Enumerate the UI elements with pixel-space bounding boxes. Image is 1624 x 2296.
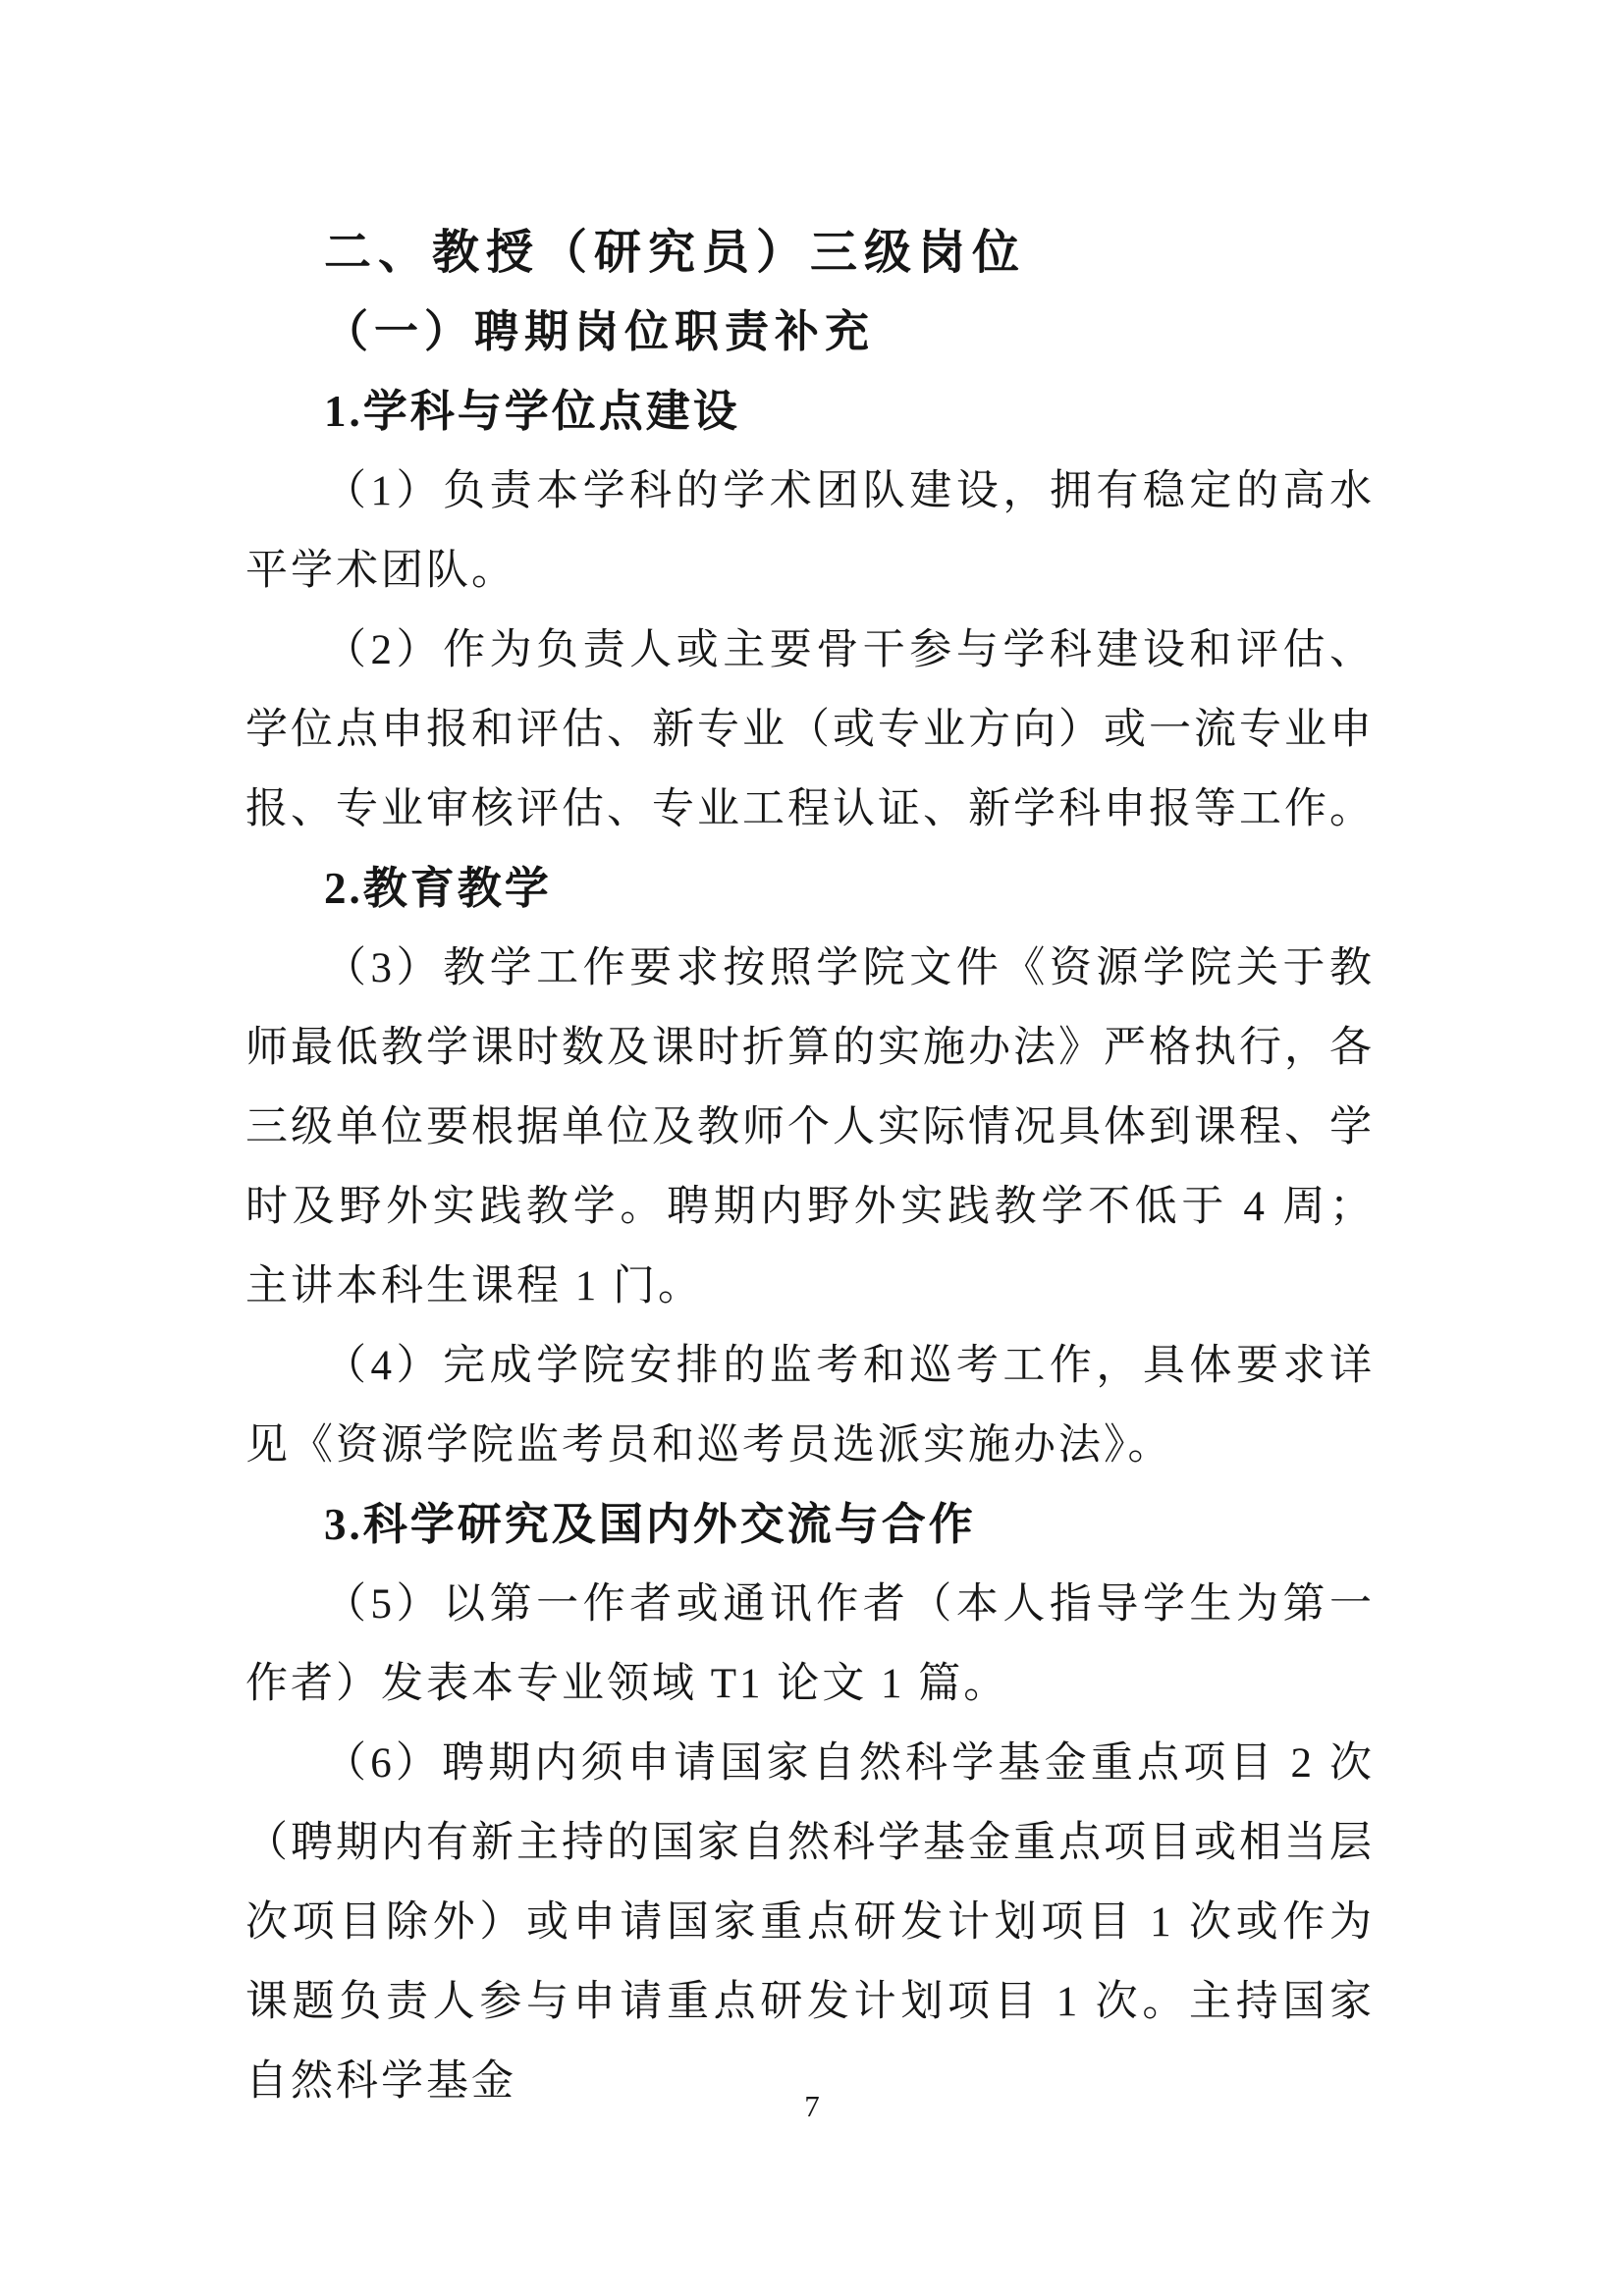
document-body [245, 213, 1375, 2121]
paragraph-4: （4）完成学院安排的监考和巡考工作，具体要求详见《资源学院监考员和巡考员选派实施办法》。 [245, 1343, 1375, 1468]
page-number: 7 [804, 2089, 820, 2123]
section-heading: 二、教授（研究员）三级岗位 [324, 227, 1027, 279]
numbered-heading-2: 2.教育教学 [324, 864, 552, 913]
subsection-heading: （一）聘期岗位职责补充 [324, 307, 876, 356]
paragraph-3: （3）教学工作要求按照学院文件《资源学院关于教师最低教学课时数及课时折算的实施办法》严格执行，各三级单位要根据单位及教师个人实际情况具体到课程、学时及野外实践教学。聘期内野外实践教学不低于 4 周；主讲本科生课程 1 门。 [245, 945, 1375, 1309]
numbered-heading-1: 1.学科与学位点建设 [324, 387, 740, 436]
paragraph-6: （6）聘期内须申请国家自然科学基金重点项目 2 次（聘期内有新主持的国家自然科学基金重点项目或相当层次项目除外）或申请国家重点研发计划项目 1 次或作为课题负责人参与申请重点研发计划项目 1 次。主持国家自然科学基金 [245, 1740, 1375, 2105]
paragraph-2: （2）作为负责人或主要骨干参与学科建设和评估、学位点申报和评估、新专业（或专业方向）或一流专业申报、专业审核评估、专业工程认证、新学科申报等工作。 [245, 627, 1375, 832]
numbered-heading-3: 3.科学研究及国内外交流与合作 [324, 1500, 976, 1549]
paragraph-5: （5）以第一作者或通讯作者（本人指导学生为第一作者）发表本专业领域 T1 论文 1 篇。 [245, 1581, 1375, 1707]
paragraph-1: （1）负责本学科的学术团队建设，拥有稳定的高水平学术团队。 [245, 468, 1375, 594]
